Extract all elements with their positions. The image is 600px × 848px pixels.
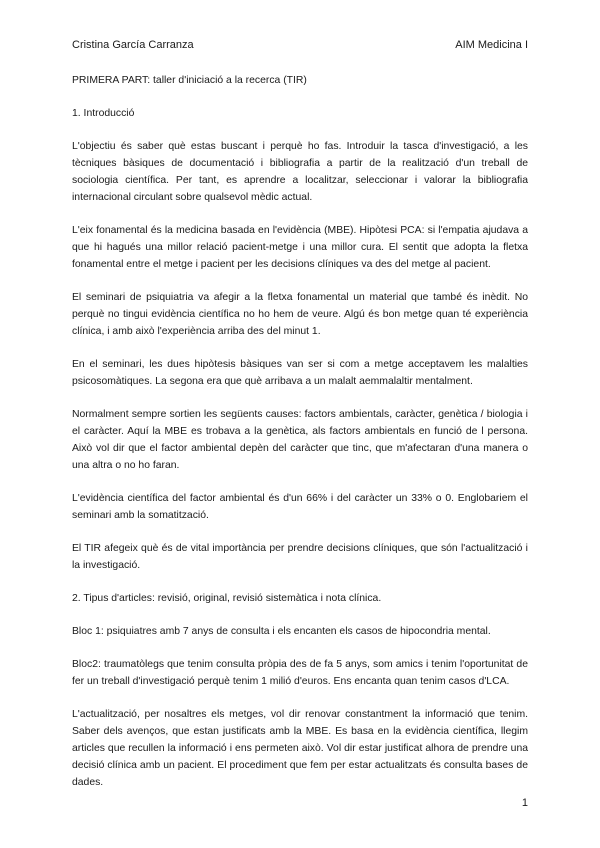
paragraph: L'actualització, per nosaltres els metges, vol dir renovar constantment la informació que tenim. Saber dels avenços, que estan justificats amb la MBE. Es basa en la evidència científica, llegim articles que recullen la informació i ens permeten això. Vol dir estar justificat alhora de prendre una decisió clínica amb un pacient. El procediment que fem per estar actualitzats és consulta bases de dades. xyxy=(72,709,528,788)
header-course: AIM Medicina I xyxy=(455,39,528,51)
paragraph: L'evidència científica del factor ambiental és d'un 66% i del caràcter un 33% o 0. Englobariem el seminari amb la somatització. xyxy=(72,493,528,521)
paragraph: El seminari de psiquiatria va afegir a la fletxa fonamental un material que també és inèdit. No perquè no tingui evidència científica no ho hem de veure. Algú és bon metge quan té experiència clínica, i amb això l'experiència arriba des del minut 1. xyxy=(72,292,528,337)
page-number: 1 xyxy=(521,797,528,809)
subsection-title-introduccio: 1. Introducció xyxy=(72,108,135,119)
header-author: Cristina García Carranza xyxy=(72,39,194,51)
subsection-title-tipus-articles: 2. Tipus d'articles: revisió, original, revisió sistemàtica i nota clínica. xyxy=(72,593,382,604)
paragraph: Bloc 1: psiquiatres amb 7 anys de consulta i els encanten els casos de hipocondria mental. xyxy=(72,626,491,637)
paragraph: Bloc2: traumatòlegs que tenim consulta pròpia des de fa 5 anys, som amics i tenim l'oportunitat de fer un treball d'investigació perquè tenim 1 milió d'euros. Ens encanta quan tenim casos d'LCA. xyxy=(72,659,528,687)
section-title: PRIMERA PART: taller d'iniciació a la recerca (TIR) xyxy=(72,75,307,86)
paragraph: L'objectiu és saber què estas buscant i perquè ho fas. Introduir la tasca d'investigació, a les tècniques bàsiques de documentació i bibliografia a partir de la realització d'un treball de sociologia científica. Per tant, es aprendre a localitzar, seleccionar i valorar la bibliografia internacional circulant sobre qualsevol mèdic actual. xyxy=(72,141,528,203)
document-body xyxy=(72,72,528,807)
page-header xyxy=(72,37,528,53)
paragraph: L'eix fonamental és la medicina basada en l'evidència (MBE). Hipòtesi PCA: si l'empatia ajudava a que hi hagués una millor relació pacient-metge i una millor cura. El sentit que adopta la fletxa fonamental entre el metge i pacient per les decisions clíniques va des del metge al pacient. xyxy=(72,225,528,270)
paragraph: En el seminari, les dues hipòtesis bàsiques van ser si com a metge acceptavem les malalties psicosomàtiques. La segona era que què arribava a un malalt aemmalaltir mentalment. xyxy=(72,359,528,387)
paragraph: El TIR afegeix què és de vital importància per prendre decisions clíniques, que són l'actualització i la investigació. xyxy=(72,543,528,571)
paragraph: Normalment sempre sortien les següents causes: factors ambientals, caràcter, genètica / biologia i el caràcter. Aquí la MBE es trobava a la genètica, als factors ambientals en funció de l persona. Això vol dir que el factor ambiental depèn del caràcter que tinc, que m'afectaran d'una manera o una altra o no ho faran. xyxy=(72,409,528,471)
